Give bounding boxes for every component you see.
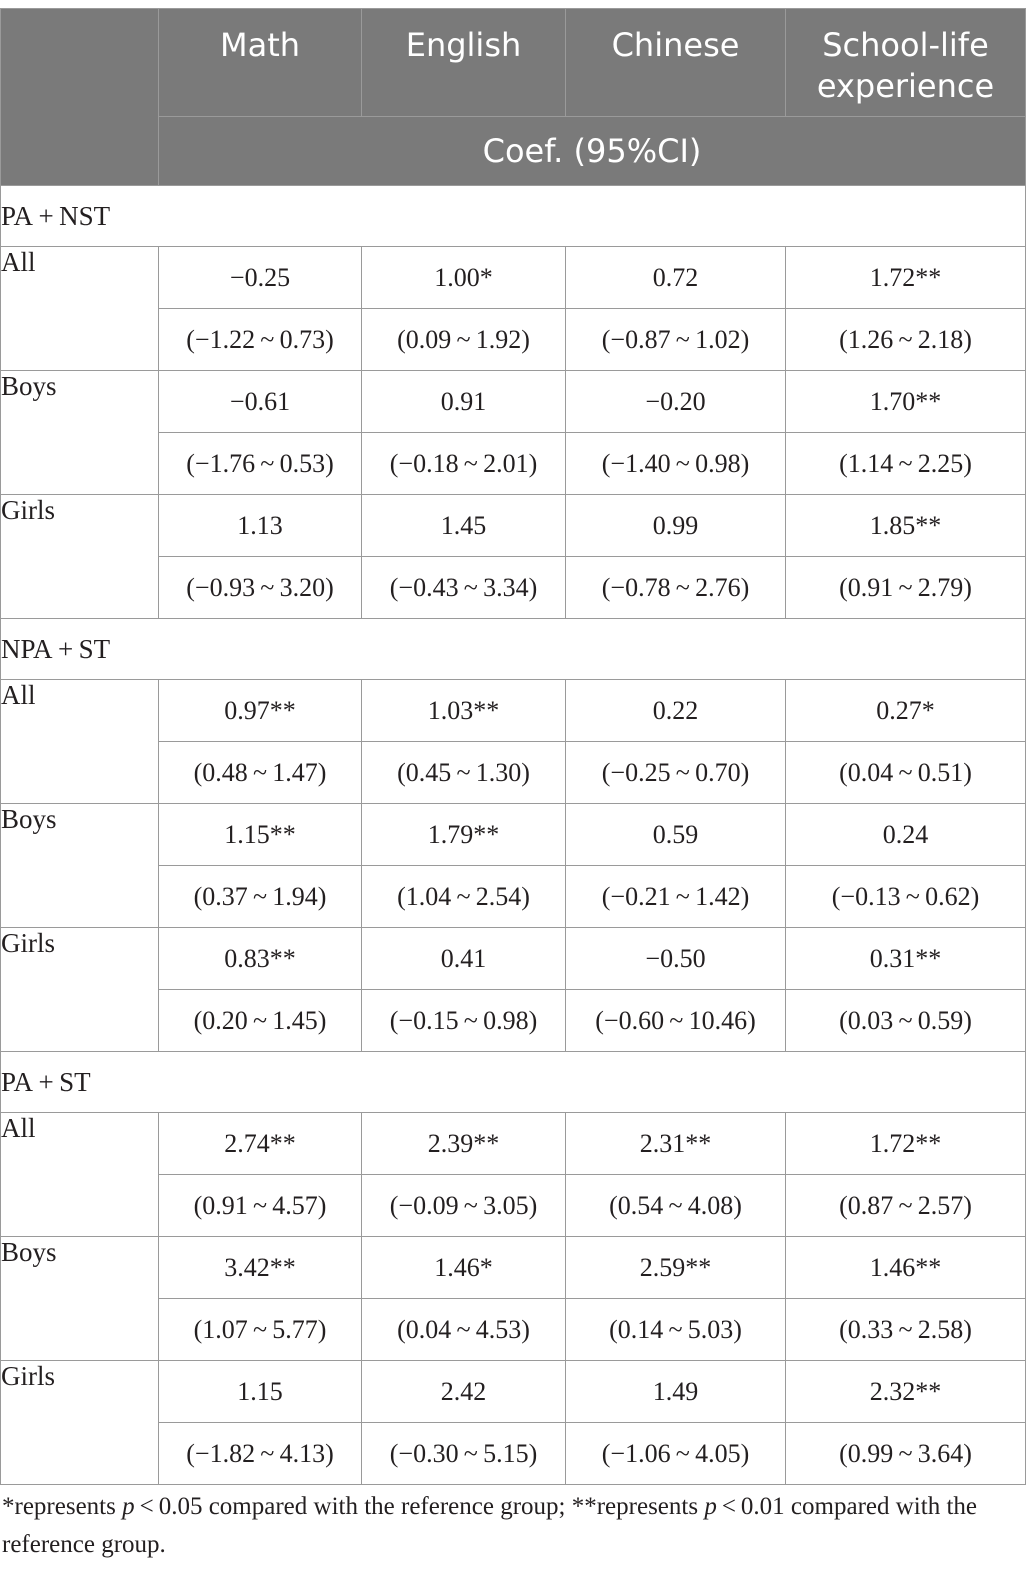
coef-cell-school-life: 1.72** [786,1113,1026,1175]
group-header-row [1,1052,1026,1113]
ci-cell-english: (−0.15 ~ 0.98) [362,990,566,1052]
column-header-english: English [362,9,566,117]
footnote-p-1: p [122,1493,135,1520]
ci-cell-math: (0.20 ~ 1.45) [159,990,362,1052]
coef-row [1,680,1026,742]
ci-cell-english: (0.45 ~ 1.30) [362,742,566,804]
ci-cell-chinese: (−0.25 ~ 0.70) [566,742,786,804]
row-label: All [1,1113,159,1237]
ci-cell-chinese: (−0.78 ~ 2.76) [566,557,786,619]
row-label: All [1,680,159,804]
coef-cell-school-life: 1.72** [786,247,1026,309]
group-label: PA + NST [1,186,1026,247]
coef-cell-chinese: 1.49 [566,1361,786,1423]
coef-cell-chinese: 2.31** [566,1113,786,1175]
row-label: Boys [1,1237,159,1361]
column-header-chinese: Chinese [566,9,786,117]
column-header-school-life: School-life experience [786,9,1026,117]
ci-cell-math: (1.07 ~ 5.77) [159,1299,362,1361]
row-label: Girls [1,928,159,1052]
coef-cell-chinese: 0.22 [566,680,786,742]
coef-cell-english: 2.42 [362,1361,566,1423]
coef-cell-school-life: 0.24 [786,804,1026,866]
coef-cell-math: 2.74** [159,1113,362,1175]
group-label: PA + ST [1,1052,1026,1113]
coef-cell-english: 1.79** [362,804,566,866]
coef-cell-school-life: 1.85** [786,495,1026,557]
coef-cell-school-life: 1.46** [786,1237,1026,1299]
ci-cell-school-life: (0.33 ~ 2.58) [786,1299,1026,1361]
footnote [2,1488,1022,1564]
coef-cell-chinese: −0.20 [566,371,786,433]
coef-cell-school-life: 0.31** [786,928,1026,990]
coef-cell-chinese: 2.59** [566,1237,786,1299]
ci-cell-english: (−0.43 ~ 3.34) [362,557,566,619]
coef-row [1,1113,1026,1175]
ci-cell-school-life: (0.87 ~ 2.57) [786,1175,1026,1237]
coef-row [1,371,1026,433]
ci-cell-school-life: (−0.13 ~ 0.62) [786,866,1026,928]
coef-row [1,1361,1026,1423]
coef-cell-english: 1.03** [362,680,566,742]
header-row [1,9,1026,117]
coef-cell-chinese: 0.59 [566,804,786,866]
coef-cell-math: 0.97** [159,680,362,742]
coef-cell-math: −0.25 [159,247,362,309]
coef-cell-math: 0.83** [159,928,362,990]
coef-cell-school-life: 1.70** [786,371,1026,433]
ci-cell-school-life: (0.04 ~ 0.51) [786,742,1026,804]
ci-cell-math: (0.37 ~ 1.94) [159,866,362,928]
ci-cell-chinese: (−0.21 ~ 1.42) [566,866,786,928]
ci-cell-math: (0.48 ~ 1.47) [159,742,362,804]
coef-row [1,804,1026,866]
coef-cell-english: 2.39** [362,1113,566,1175]
results-table [0,8,1026,1485]
ci-cell-english: (0.09 ~ 1.92) [362,309,566,371]
coef-row [1,928,1026,990]
row-label: Girls [1,495,159,619]
coef-cell-english: 0.41 [362,928,566,990]
ci-cell-school-life: (1.14 ~ 2.25) [786,433,1026,495]
footnote-text-1: *represents [2,1493,123,1520]
ci-cell-math: (−1.22 ~ 0.73) [159,309,362,371]
ci-cell-school-life: (1.26 ~ 2.18) [786,309,1026,371]
coef-cell-english: 1.00* [362,247,566,309]
coef-cell-english: 1.45 [362,495,566,557]
coef-row [1,1237,1026,1299]
column-header-math: Math [159,9,362,117]
group-header-row [1,619,1026,680]
coef-cell-chinese: −0.50 [566,928,786,990]
row-label: Boys [1,371,159,495]
ci-cell-school-life: (0.99 ~ 3.64) [786,1423,1026,1485]
row-label: Boys [1,804,159,928]
row-label: All [1,247,159,371]
coef-cell-school-life: 0.27* [786,680,1026,742]
coef-cell-chinese: 0.72 [566,247,786,309]
header-blank-cell [1,9,159,186]
ci-cell-math: (−0.93 ~ 3.20) [159,557,362,619]
coef-cell-english: 0.91 [362,371,566,433]
coef-cell-math: 1.13 [159,495,362,557]
ci-cell-chinese: (0.54 ~ 4.08) [566,1175,786,1237]
coef-cell-math: 1.15 [159,1361,362,1423]
row-label: Girls [1,1361,159,1485]
ci-cell-chinese: (0.14 ~ 5.03) [566,1299,786,1361]
ci-cell-english: (−0.30 ~ 5.15) [362,1423,566,1485]
coef-cell-math: 1.15** [159,804,362,866]
group-header-row [1,186,1026,247]
ci-cell-english: (−0.09 ~ 3.05) [362,1175,566,1237]
table-body [1,186,1026,1485]
coef-row [1,247,1026,309]
ci-cell-english: (−0.18 ~ 2.01) [362,433,566,495]
ci-cell-school-life: (0.03 ~ 0.59) [786,990,1026,1052]
coef-cell-school-life: 2.32** [786,1361,1026,1423]
ci-cell-chinese: (−0.87 ~ 1.02) [566,309,786,371]
footnote-p-2: p [704,1493,717,1520]
coef-cell-chinese: 0.99 [566,495,786,557]
footnote-text-2: < 0.05 compared with the reference group; **represents [134,1493,705,1520]
coef-cell-math: 3.42** [159,1237,362,1299]
coef-row [1,495,1026,557]
coef-cell-math: −0.61 [159,371,362,433]
ci-cell-chinese: (−1.06 ~ 4.05) [566,1423,786,1485]
ci-cell-english: (1.04 ~ 2.54) [362,866,566,928]
ci-cell-chinese: (−1.40 ~ 0.98) [566,433,786,495]
group-label: NPA + ST [1,619,1026,680]
ci-cell-school-life: (0.91 ~ 2.79) [786,557,1026,619]
ci-cell-math: (0.91 ~ 4.57) [159,1175,362,1237]
ci-cell-math: (−1.76 ~ 0.53) [159,433,362,495]
footnote-text-3: < 0.01 compared with the reference group. [2,1493,977,1558]
coef-cell-english: 1.46* [362,1237,566,1299]
ci-cell-chinese: (−0.60 ~ 10.46) [566,990,786,1052]
ci-cell-english: (0.04 ~ 4.53) [362,1299,566,1361]
ci-cell-math: (−1.82 ~ 4.13) [159,1423,362,1485]
subheader-coef: Coef. (95%CI) [159,117,1026,186]
